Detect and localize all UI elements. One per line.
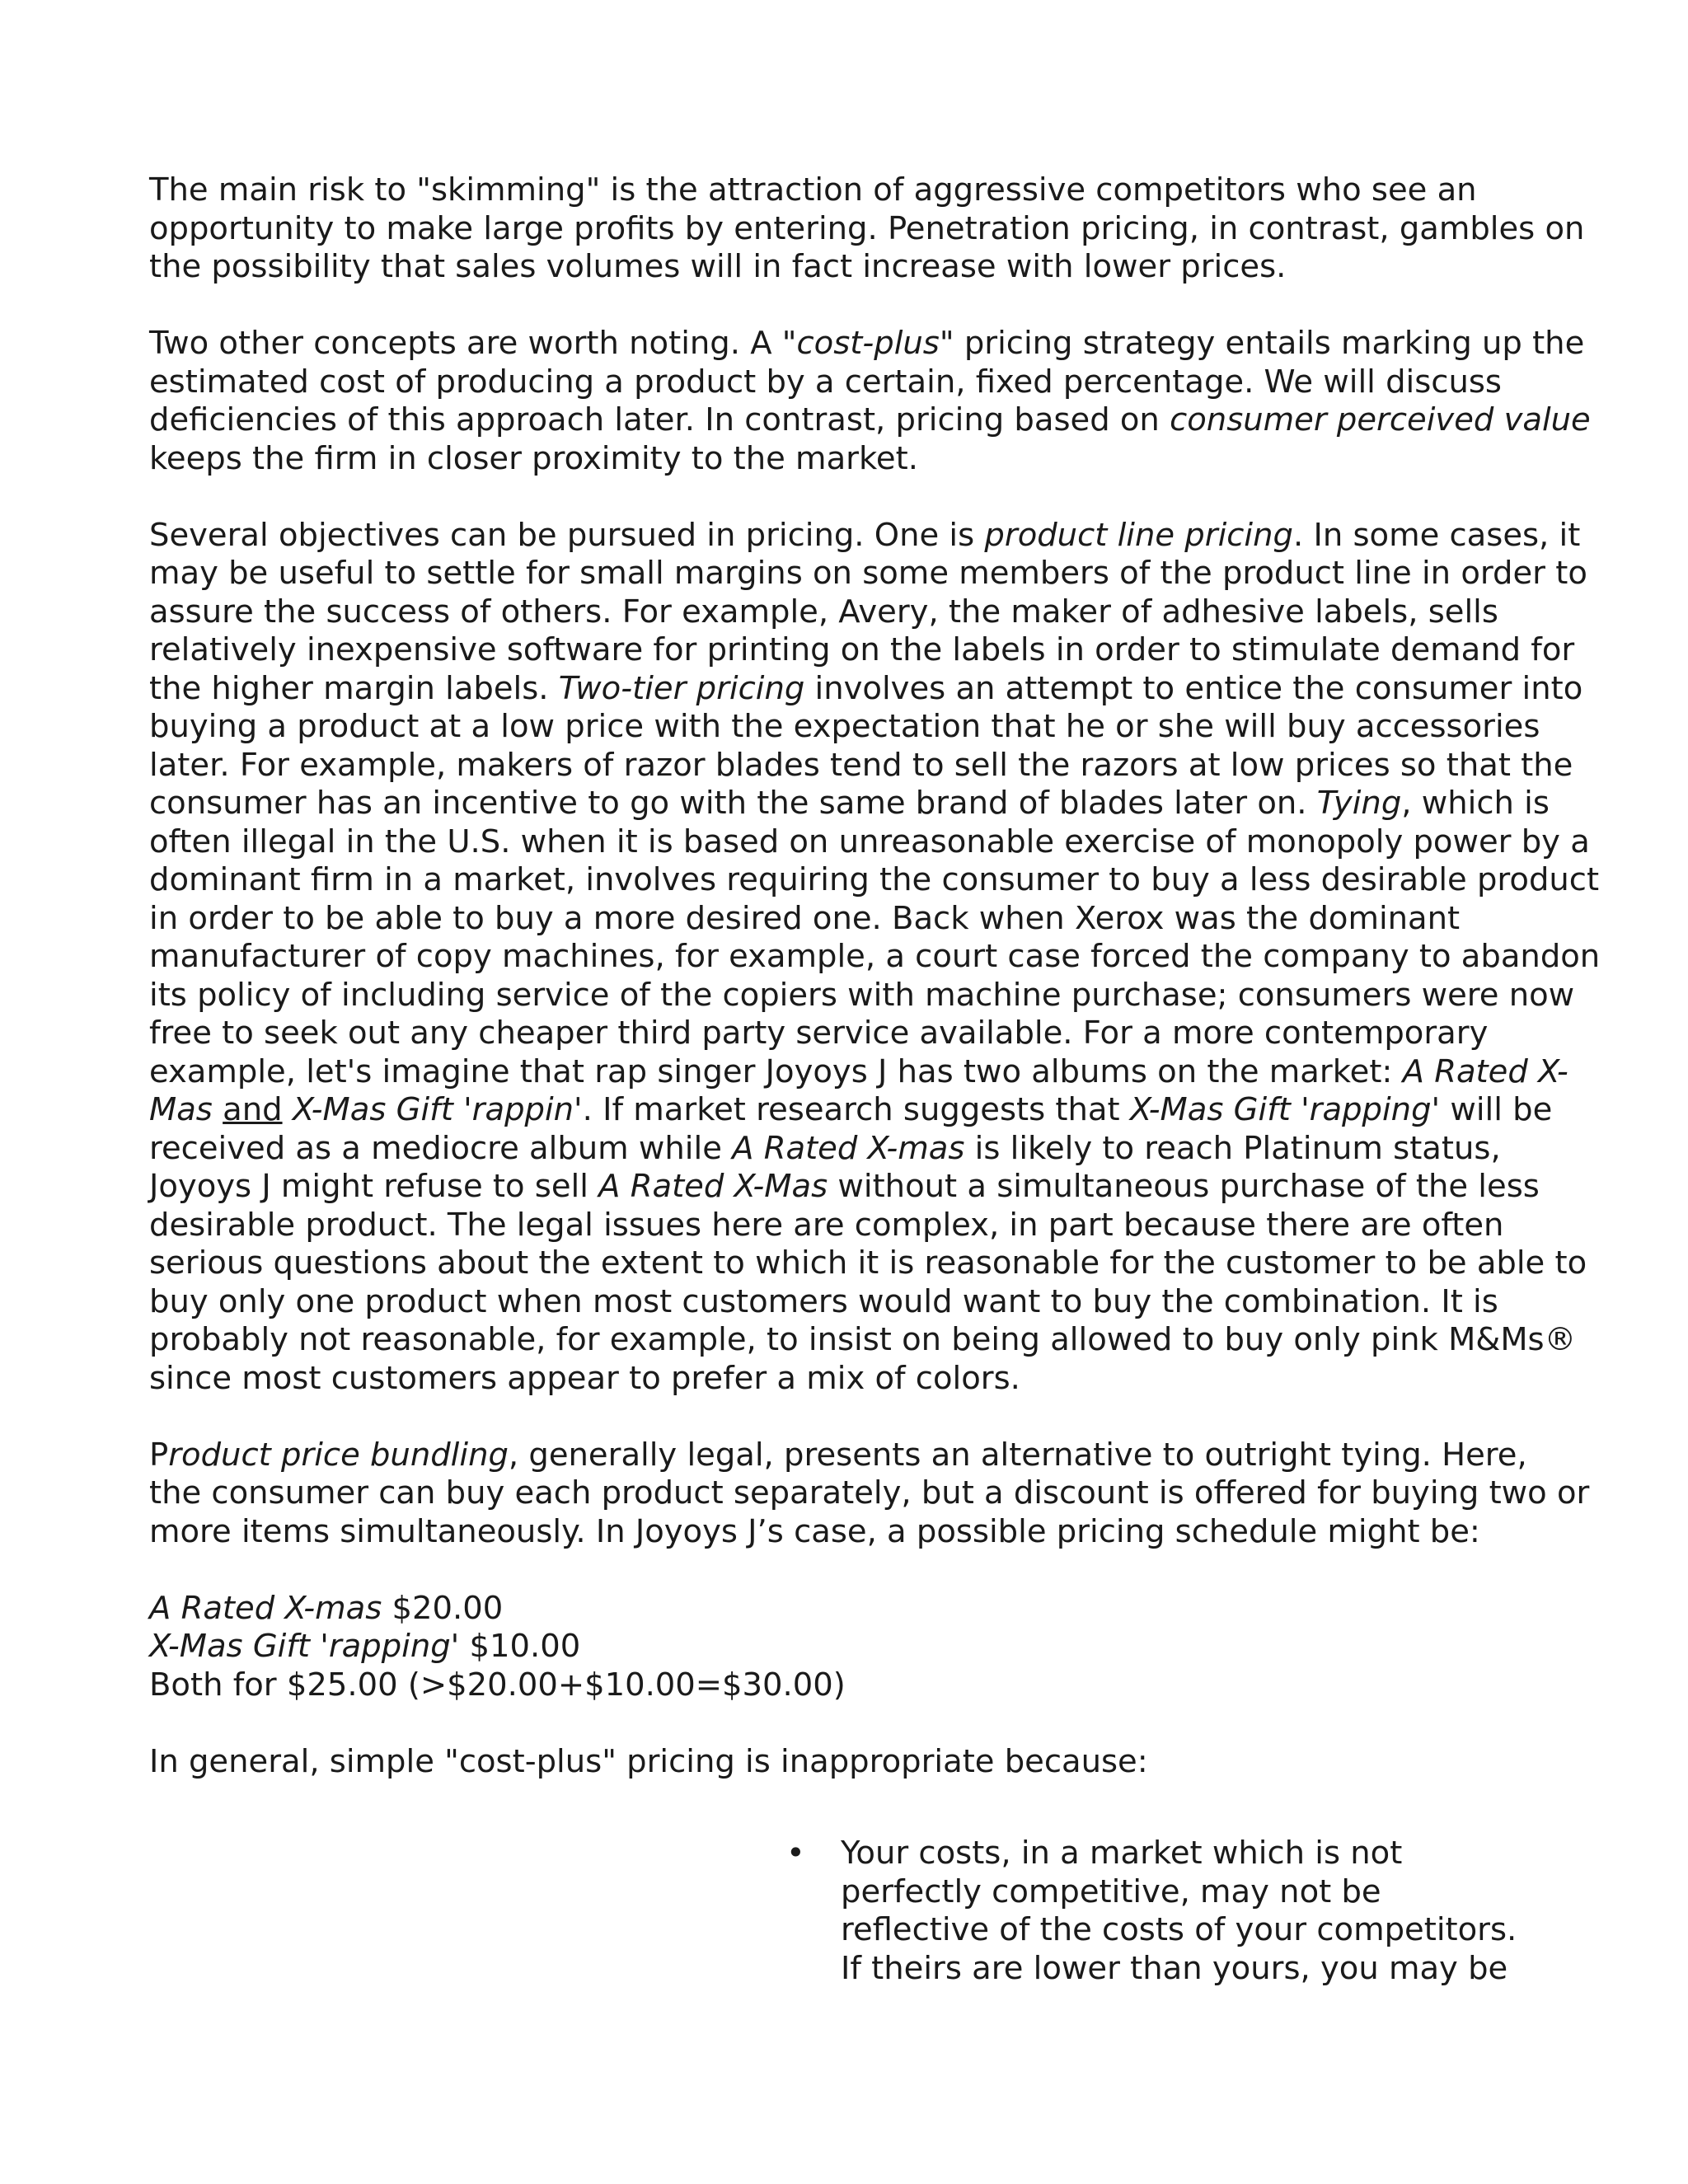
text-line: keeps the firm in closer proximity to the market. xyxy=(149,439,918,477)
price: $20.00 xyxy=(382,1589,504,1627)
text-line xyxy=(149,1052,1568,1092)
schedule-row: Both for $25.00 (>$20.00+$10.00=$30.00) xyxy=(149,1666,846,1704)
text-line: free to seek out any cheaper third party service available. For a more contemporary xyxy=(149,1015,1489,1052)
schedule-row xyxy=(149,1590,1517,1629)
text-line: dominant firm in a market, involves requiring the consumer to buy a less desirable product xyxy=(149,861,1600,898)
pricing-schedule xyxy=(149,1590,1517,1705)
bullet-icon: • xyxy=(786,1835,805,1872)
text-line: relatively inexpensive software for printing on the labels in order to stimulate demand for xyxy=(149,631,1575,668)
text-line xyxy=(149,1091,1553,1130)
text-line: serious questions about the extent to which it is reasonable for the customer to be able to xyxy=(149,1244,1587,1282)
text-line xyxy=(149,516,1581,555)
text-line: often illegal in the U.S. when it is based on unreasonable exercise of monopoly power by a xyxy=(149,823,1590,860)
document-body xyxy=(149,171,1601,1781)
text-run: is likely to reach Platinum status, xyxy=(964,1129,1501,1167)
text-line: manufacturer of copy machines, for example, a court case forced the company to abandon xyxy=(149,938,1601,975)
text-line: Your costs, in a market which is not xyxy=(841,1835,1403,1872)
text-run: received as a mediocre album while xyxy=(149,1129,733,1167)
text-line xyxy=(149,669,1583,709)
italic-album-title: A Rated X-Mas xyxy=(598,1168,828,1205)
italic-term: product line pricing xyxy=(984,516,1293,554)
text-line: in order to be able to buy a more desired one. Back when Xerox was the dominant xyxy=(149,899,1461,937)
text-line: later. For example, makers of razor blades tend to sell the razors at low prices so that the xyxy=(149,746,1573,784)
text-line xyxy=(149,1168,1540,1207)
italic-term: Two-tier pricing xyxy=(558,669,805,707)
text-line: opportunity to make large profits by entering. Penetration pricing, in contrast, gambles on xyxy=(149,209,1585,247)
bullet-text xyxy=(841,1835,1517,1988)
text-line: In general, simple "cost-plus" pricing is inappropriate because: xyxy=(149,1742,1148,1780)
italic-term: Tying xyxy=(1316,785,1402,822)
text-line: probably not reasonable, for example, to insist on being allowed to buy only pink M&Ms® xyxy=(149,1321,1577,1358)
text-run: involves an attempt to entice the consumer into xyxy=(804,669,1583,707)
text-run: " pricing strategy entails marking up the xyxy=(939,325,1585,362)
text-run: Two other concepts are worth noting. A " xyxy=(149,325,797,362)
text-line: desirable product. The legal issues here are complex, in part because there are often xyxy=(149,1206,1504,1244)
text-line: The main risk to "skimming" is the attraction of aggressive competitors who see an xyxy=(149,171,1477,209)
text-line: buy only one product when most customers would want to buy the combination. It is xyxy=(149,1282,1498,1320)
italic-album-title: A Rated X- xyxy=(1402,1052,1568,1090)
schedule-row xyxy=(149,1628,1517,1666)
price: $10.00 xyxy=(459,1628,581,1665)
text-line xyxy=(149,1436,1527,1475)
text-line: more items simultaneously. In Joyoys J’s case, a possible pricing schedule might be: xyxy=(149,1512,1480,1550)
text-line: buying a product at a low price with the expectation that he or she will buy accessories xyxy=(149,708,1540,745)
text-run: . In some cases, it xyxy=(1292,516,1581,554)
text-run: Joyoys J might refuse to sell xyxy=(149,1168,599,1205)
text-line: since most customers appear to prefer a mix of colors. xyxy=(149,1359,1020,1397)
italic-term: roduct price bundling xyxy=(168,1436,509,1474)
italic-album-title: A Rated X-mas xyxy=(149,1589,382,1627)
italic-term: consumer perceived value xyxy=(1170,401,1591,438)
text-line: reflective of the costs of your competitors. xyxy=(841,1911,1517,1948)
paragraph-skimming-risk xyxy=(149,171,1585,287)
text-line: assure the success of others. For example, Avery, the maker of adhesive labels, sells xyxy=(149,593,1498,630)
paragraph-pricing-objectives xyxy=(149,516,1601,1399)
text-line: the consumer can buy each product separately, but a discount is offered for buying two or xyxy=(149,1474,1590,1511)
text-run: example, let's imagine that rap singer Joyoys J has two albums on the market: xyxy=(149,1052,1403,1090)
italic-album-title: Mas xyxy=(149,1091,213,1128)
text-line xyxy=(149,325,1585,363)
text-line xyxy=(149,1130,1517,1169)
text-line xyxy=(149,785,1550,823)
text-line: If theirs are lower than yours, you may be xyxy=(841,1949,1508,1987)
text-run: , generally legal, presents an alternative to outright tying. Here, xyxy=(508,1436,1527,1474)
underlined-word: and xyxy=(223,1091,283,1128)
paragraph-price-bundling xyxy=(149,1436,1590,1552)
text-line: estimated cost of producing a product by a certain, fixed percentage. We will discuss xyxy=(149,363,1502,401)
text-run: without a simultaneous purchase of the less xyxy=(828,1168,1540,1205)
text-run: will be xyxy=(1440,1091,1553,1128)
text-run: consumer has an incentive to go with the same brand of blades later on. xyxy=(149,785,1317,822)
italic-album-title: X-Mas Gift 'rapping' xyxy=(1129,1091,1441,1128)
text-run: deficiencies of this approach later. In contrast, pricing based on xyxy=(149,401,1170,438)
text-line xyxy=(149,401,1591,440)
text-line: the possibility that sales volumes will in fact increase with lower prices. xyxy=(149,248,1287,285)
italic-album-title: X-Mas Gift 'rappin' xyxy=(292,1091,583,1128)
text-line: may be useful to settle for small margins on some members of the product line in order to xyxy=(149,555,1587,592)
text-line: perfectly competitive, may not be xyxy=(841,1872,1381,1910)
text-run: P xyxy=(149,1436,169,1474)
paragraph-cost-plus xyxy=(149,325,1591,478)
italic-album-title: A Rated X-mas xyxy=(732,1129,965,1167)
text-run: , which is xyxy=(1401,785,1550,822)
text-run: Several objectives can be pursued in pricing. One is xyxy=(149,516,985,554)
text-line: its policy of including service of the copiers with machine purchase; consumers were now xyxy=(149,976,1575,1014)
text-run: . If market research suggests that xyxy=(582,1091,1130,1128)
paragraph-cost-plus-inappropriate xyxy=(149,1743,1517,1782)
italic-term: cost-plus xyxy=(796,325,940,362)
text-run: the higher margin labels. xyxy=(149,669,559,707)
italic-album-title: X-Mas Gift 'rapping' xyxy=(149,1628,460,1665)
